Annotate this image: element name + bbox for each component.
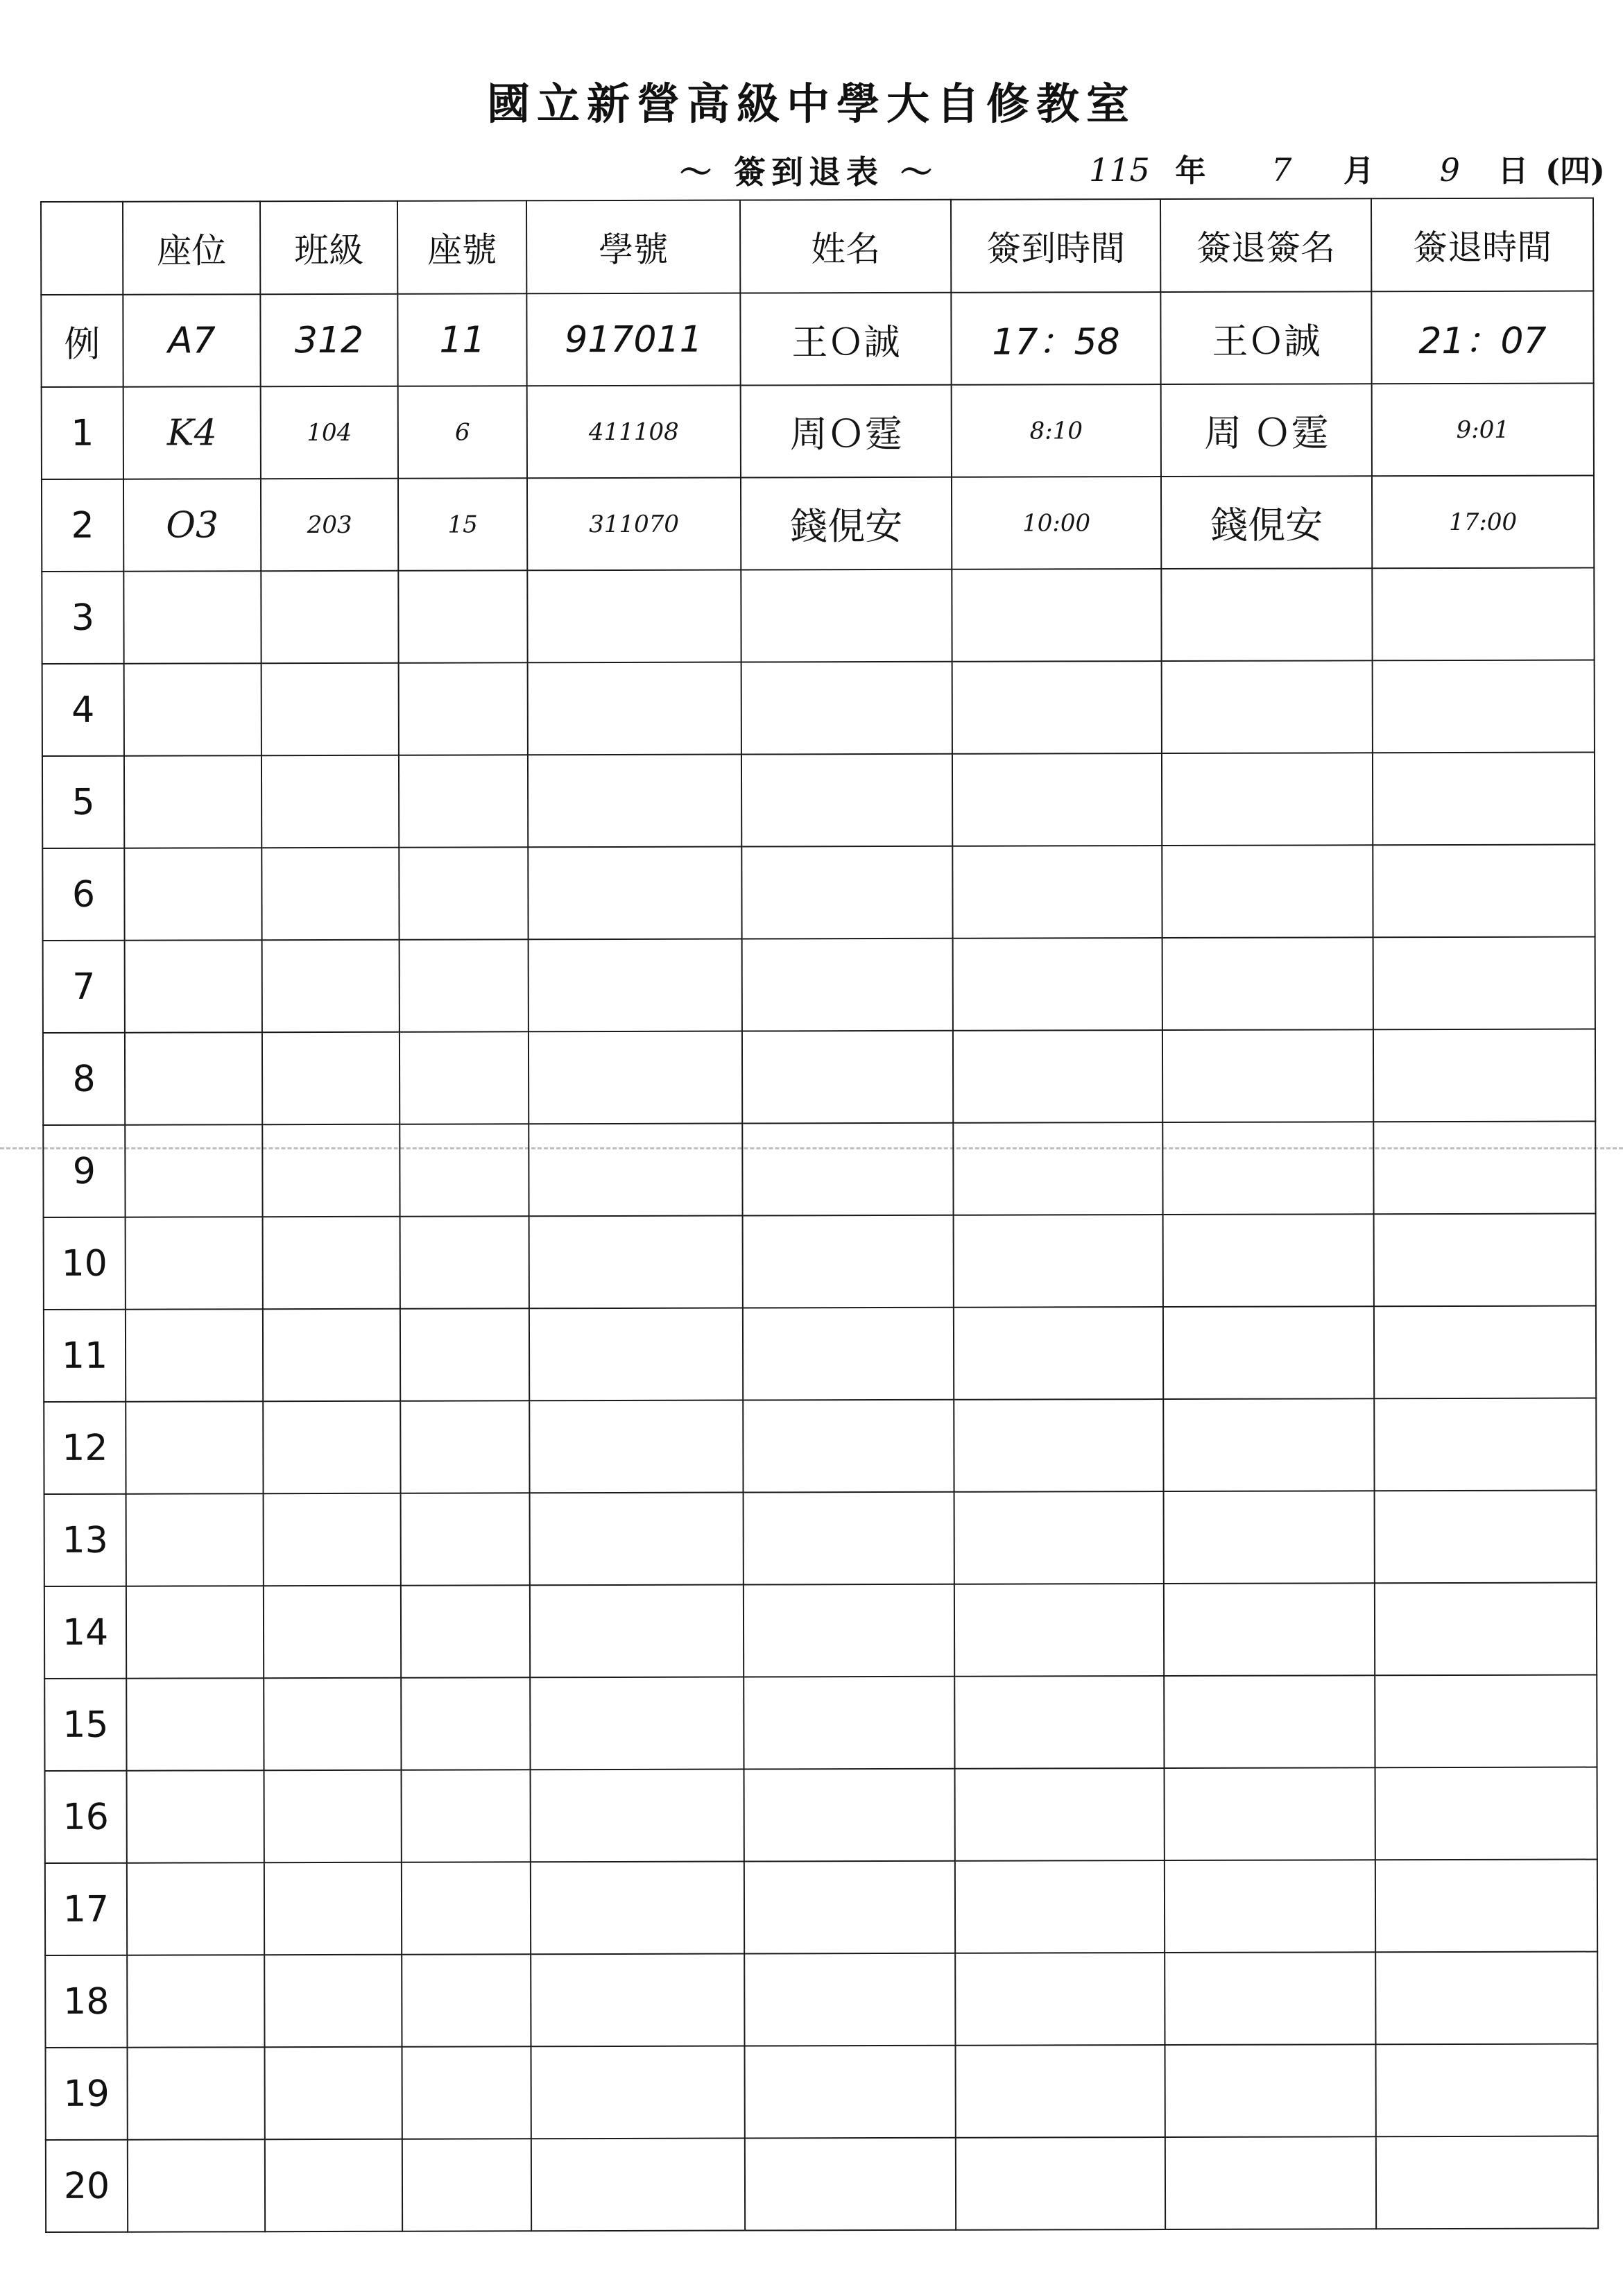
- seat-cell[interactable]: [126, 1586, 264, 1678]
- date-day-label: 日: [1497, 153, 1529, 189]
- name-cell[interactable]: [744, 1492, 954, 1585]
- seat-cell[interactable]: [126, 1493, 264, 1586]
- example-row: [41, 291, 1593, 387]
- seat-cell[interactable]: [124, 848, 261, 940]
- seat-cell[interactable]: [128, 2047, 265, 2139]
- table-row: [46, 2044, 1598, 2140]
- sign-out-time-cell[interactable]: [1373, 660, 1595, 753]
- class-cell[interactable]: [263, 1309, 400, 1401]
- class-cell[interactable]: [265, 2139, 402, 2231]
- student-id-cell[interactable]: [529, 1400, 743, 1493]
- seat-cell[interactable]: [125, 1124, 262, 1217]
- student-id-cell[interactable]: [531, 2046, 745, 2139]
- seat-number-cell[interactable]: [401, 1677, 530, 1770]
- table-row: [43, 937, 1595, 1033]
- sign-out-signature-cell[interactable]: [1162, 937, 1373, 1030]
- sign-out-signature-cell[interactable]: [1165, 2136, 1376, 2229]
- class-cell[interactable]: [262, 1032, 400, 1124]
- date-line: [1089, 146, 1605, 190]
- sign-out-signature-cell[interactable]: [1162, 753, 1373, 846]
- sign-out-time-cell[interactable]: [1373, 1122, 1595, 1215]
- sign-out-signature-cell[interactable]: [1162, 845, 1373, 938]
- sign-out-time-cell[interactable]: [1373, 1029, 1595, 1122]
- student-id-cell[interactable]: [529, 1031, 742, 1124]
- row-number: 7: [43, 941, 125, 1033]
- seat-number-cell[interactable]: 15: [398, 478, 527, 570]
- class-cell[interactable]: [264, 1955, 402, 2047]
- sign-out-signature-cell[interactable]: [1162, 660, 1373, 753]
- student-id-cell[interactable]: [530, 1493, 744, 1586]
- row-number: 5: [42, 756, 124, 848]
- student-id-cell[interactable]: [529, 1308, 743, 1401]
- header-index: [41, 202, 123, 295]
- table-row: [42, 845, 1595, 941]
- seat-cell[interactable]: [126, 1217, 263, 1309]
- name-cell[interactable]: [744, 1769, 955, 1862]
- seat-number-cell[interactable]: [400, 1400, 529, 1493]
- seat-number-cell[interactable]: [401, 1493, 530, 1585]
- row-number: 14: [44, 1586, 126, 1679]
- row-number: 6: [42, 848, 124, 941]
- page-title: 國立新營高級中學大自修教室: [486, 78, 1136, 129]
- seat-cell[interactable]: [127, 1955, 264, 2047]
- seat-number-cell[interactable]: [399, 662, 528, 755]
- seat-number-cell[interactable]: [402, 2139, 531, 2231]
- seat-cell[interactable]: [125, 940, 262, 1032]
- student-id-cell[interactable]: [531, 1770, 744, 1862]
- name-cell[interactable]: 周Ｏ霆: [741, 385, 952, 478]
- name-cell[interactable]: [744, 1584, 954, 1677]
- sign-out-time-cell[interactable]: [1373, 937, 1595, 1030]
- seat-cell[interactable]: [126, 1309, 263, 1401]
- name-cell[interactable]: 錢俔安: [741, 477, 952, 570]
- student-id-cell[interactable]: [529, 1124, 742, 1217]
- header-sign-out-time: 簽退時間: [1371, 198, 1593, 292]
- row-number: 10: [44, 1217, 126, 1310]
- name-cell[interactable]: [741, 662, 952, 755]
- seat-number-cell[interactable]: [402, 2046, 531, 2139]
- row-number: 16: [45, 1771, 127, 1863]
- table-row: [42, 476, 1594, 572]
- form-subtitle: ～ 簽到退表 ～: [680, 153, 938, 191]
- student-id-cell[interactable]: [528, 662, 741, 755]
- sign-out-time-cell[interactable]: [1375, 1583, 1597, 1676]
- row-number: 1: [42, 387, 123, 479]
- student-id-cell[interactable]: [530, 1677, 744, 1770]
- date-day[interactable]: 9: [1439, 151, 1460, 189]
- name-cell[interactable]: [743, 1400, 954, 1493]
- sign-out-time-cell[interactable]: [1375, 1491, 1597, 1584]
- example-sign-out-signature: 王Ｏ誠: [1160, 291, 1371, 384]
- seat-cell[interactable]: [124, 663, 261, 755]
- row-number: 18: [45, 1955, 127, 2048]
- sign-in-time-cell[interactable]: [954, 1584, 1164, 1677]
- class-cell[interactable]: [264, 1770, 402, 1862]
- example-label: 例: [41, 295, 123, 387]
- header-row: [41, 198, 1593, 295]
- sign-in-time-cell[interactable]: [956, 2137, 1165, 2230]
- seat-number-cell[interactable]: [402, 1770, 531, 1862]
- header-name: 姓名: [740, 200, 951, 293]
- seat-number-cell[interactable]: [401, 1585, 530, 1677]
- header-class: 班級: [260, 201, 397, 294]
- table-row: [46, 2136, 1598, 2232]
- example-seat-number: 11: [397, 293, 526, 386]
- student-id-cell[interactable]: 311070: [527, 478, 741, 571]
- student-id-cell[interactable]: 411108: [527, 386, 741, 479]
- class-cell[interactable]: [264, 1586, 401, 1678]
- sign-in-time-cell[interactable]: [953, 938, 1162, 1031]
- date-weekday[interactable]: (四): [1545, 153, 1605, 189]
- student-id-cell[interactable]: [527, 570, 741, 663]
- sign-out-time-cell[interactable]: [1372, 568, 1594, 661]
- sign-out-signature-cell[interactable]: [1163, 1214, 1374, 1307]
- seat-number-cell[interactable]: [398, 570, 527, 662]
- sign-out-time-cell[interactable]: 9:01: [1372, 384, 1594, 477]
- name-cell[interactable]: [744, 1953, 955, 2046]
- sign-out-time-cell[interactable]: [1375, 1860, 1597, 1953]
- class-cell[interactable]: [261, 663, 399, 755]
- seat-cell[interactable]: [123, 571, 261, 663]
- table-row: [44, 1306, 1596, 1402]
- name-cell[interactable]: [742, 1031, 953, 1124]
- name-cell[interactable]: [741, 846, 952, 939]
- sign-out-time-cell[interactable]: [1375, 2044, 1597, 2137]
- seat-cell[interactable]: O3: [123, 479, 261, 571]
- name-cell[interactable]: [742, 1123, 953, 1216]
- sign-in-time-cell[interactable]: [954, 1215, 1163, 1308]
- row-number: 12: [44, 1402, 126, 1494]
- sign-out-signature-cell[interactable]: [1163, 1306, 1374, 1399]
- row-number: 8: [43, 1033, 125, 1125]
- row-number: 11: [44, 1310, 126, 1402]
- sign-out-time-cell[interactable]: 17:00: [1372, 476, 1594, 569]
- name-cell[interactable]: [743, 1308, 954, 1400]
- table-row: [44, 1491, 1597, 1586]
- table-row: [42, 384, 1594, 479]
- sign-out-signature-cell[interactable]: [1161, 568, 1372, 661]
- date-month-label: 月: [1343, 153, 1374, 189]
- date-year[interactable]: 115: [1089, 151, 1150, 189]
- class-cell[interactable]: [264, 1678, 401, 1770]
- sign-in-time-cell[interactable]: [955, 1860, 1165, 1953]
- seat-number-cell[interactable]: [400, 1031, 529, 1124]
- name-cell[interactable]: [741, 569, 952, 662]
- sign-out-signature-cell[interactable]: [1164, 1491, 1375, 1584]
- sign-out-signature-cell[interactable]: 周 Ｏ霆: [1161, 384, 1372, 477]
- sign-out-time-cell[interactable]: [1376, 2136, 1598, 2229]
- header-sign-in-time: 簽到時間: [951, 199, 1160, 293]
- sign-in-time-cell[interactable]: [954, 1307, 1163, 1400]
- name-cell[interactable]: [745, 2138, 956, 2231]
- sign-out-signature-cell[interactable]: 錢俔安: [1161, 476, 1372, 569]
- sign-in-time-cell[interactable]: [952, 846, 1162, 939]
- sign-out-signature-cell[interactable]: [1162, 1122, 1373, 1215]
- table-row: [44, 1398, 1596, 1494]
- sign-out-time-cell[interactable]: [1374, 1398, 1596, 1491]
- sign-out-signature-cell[interactable]: [1162, 1029, 1373, 1122]
- row-number: 19: [46, 2048, 128, 2140]
- table-row: [42, 753, 1595, 848]
- seat-number-cell[interactable]: [399, 847, 528, 939]
- table-row: [44, 1214, 1596, 1310]
- seat-cell[interactable]: K4: [123, 386, 261, 479]
- name-cell[interactable]: [743, 1215, 954, 1308]
- sign-in-time-cell[interactable]: [953, 1122, 1162, 1215]
- seat-cell[interactable]: [126, 1678, 264, 1770]
- sign-out-signature-cell[interactable]: [1163, 1398, 1374, 1491]
- seat-number-cell[interactable]: [400, 1124, 529, 1216]
- seat-number-cell[interactable]: [402, 1954, 531, 2046]
- sign-out-signature-cell[interactable]: [1164, 1583, 1375, 1676]
- table-row: [45, 1952, 1597, 2048]
- class-cell[interactable]: [261, 755, 399, 848]
- table-row: [42, 660, 1595, 756]
- sign-out-signature-cell[interactable]: [1165, 1952, 1375, 2045]
- table-row: [43, 1029, 1595, 1125]
- class-cell[interactable]: [264, 1862, 402, 1955]
- class-cell[interactable]: 203: [261, 479, 398, 571]
- student-id-cell[interactable]: [531, 1954, 744, 2047]
- row-number: 20: [46, 2140, 128, 2232]
- name-cell[interactable]: [745, 2046, 956, 2139]
- seat-cell[interactable]: [127, 1862, 264, 1955]
- table-row: [44, 1583, 1597, 1679]
- sign-out-time-cell[interactable]: [1373, 845, 1595, 938]
- student-id-cell[interactable]: [529, 939, 742, 1032]
- seat-cell[interactable]: [126, 1401, 263, 1493]
- row-number: 17: [45, 1863, 127, 1955]
- header-seat: 座位: [123, 201, 260, 294]
- date-month[interactable]: 7: [1271, 151, 1292, 189]
- sign-out-signature-cell[interactable]: [1165, 1860, 1375, 1953]
- table-row: [42, 568, 1594, 664]
- sign-out-time-cell[interactable]: [1375, 1952, 1597, 2045]
- header-sign-out-signature: 簽退簽名: [1160, 198, 1371, 292]
- student-id-cell[interactable]: [530, 1585, 744, 1678]
- name-cell[interactable]: [742, 939, 953, 1031]
- seat-cell[interactable]: [128, 2139, 265, 2231]
- seat-cell[interactable]: [125, 1032, 262, 1124]
- header-seat-number: 座號: [397, 200, 526, 293]
- student-id-cell[interactable]: [528, 847, 741, 940]
- seat-cell[interactable]: [124, 755, 261, 848]
- row-number: 4: [42, 664, 124, 756]
- sign-in-time-cell[interactable]: [955, 1768, 1165, 1861]
- example-name: 王Ｏ誠: [740, 293, 951, 386]
- sign-out-signature-cell[interactable]: [1164, 1675, 1375, 1768]
- class-cell[interactable]: [265, 2047, 402, 2139]
- sign-in-time-cell[interactable]: [954, 1491, 1164, 1584]
- seat-number-cell[interactable]: [402, 1862, 531, 1954]
- seat-number-cell[interactable]: [400, 939, 529, 1031]
- sign-in-time-cell[interactable]: [955, 1953, 1165, 2046]
- sign-in-time-cell[interactable]: [952, 569, 1161, 662]
- seat-number-cell[interactable]: [399, 755, 528, 847]
- name-cell[interactable]: [744, 1861, 955, 1954]
- row-number: 15: [44, 1679, 126, 1771]
- example-seat: A7: [123, 294, 260, 386]
- sign-out-time-cell[interactable]: [1374, 1214, 1596, 1307]
- sign-in-time-cell[interactable]: [953, 1030, 1162, 1123]
- seat-number-cell[interactable]: 6: [398, 386, 527, 478]
- seat-number-cell[interactable]: [400, 1216, 529, 1308]
- sign-in-time-cell[interactable]: [952, 661, 1162, 754]
- class-cell[interactable]: [261, 571, 398, 663]
- sign-in-time-cell[interactable]: [954, 1676, 1164, 1769]
- example-sign-out-time: 21：07: [1371, 291, 1593, 384]
- class-cell[interactable]: 104: [261, 386, 398, 479]
- class-cell[interactable]: [263, 1401, 400, 1493]
- sign-in-time-cell[interactable]: [954, 1399, 1163, 1492]
- class-cell[interactable]: [261, 848, 399, 940]
- table-row: [43, 1122, 1595, 1217]
- row-number: 13: [44, 1494, 126, 1586]
- row-number: 3: [42, 572, 123, 664]
- class-cell[interactable]: [264, 1493, 401, 1586]
- student-id-cell[interactable]: [531, 2139, 745, 2231]
- class-cell[interactable]: [263, 1217, 400, 1309]
- class-cell[interactable]: [262, 940, 400, 1032]
- sign-in-time-cell[interactable]: 10:00: [952, 477, 1161, 569]
- table-row: [45, 1860, 1597, 1955]
- name-cell[interactable]: [744, 1677, 954, 1770]
- example-student-id: 917011: [526, 293, 740, 386]
- row-number: 9: [43, 1125, 125, 1217]
- table-row: [45, 1767, 1597, 1863]
- header-student-id: 學號: [526, 200, 740, 294]
- sign-in-out-table: [40, 198, 1599, 2233]
- date-year-label: 年: [1175, 153, 1206, 189]
- example-class: 312: [260, 294, 397, 386]
- sign-out-time-cell[interactable]: [1375, 1675, 1597, 1768]
- class-cell[interactable]: [262, 1124, 400, 1217]
- seat-number-cell[interactable]: [400, 1308, 529, 1400]
- seat-cell[interactable]: [127, 1770, 264, 1862]
- sign-in-time-cell[interactable]: [956, 2045, 1165, 2138]
- student-id-cell[interactable]: [529, 1216, 743, 1309]
- example-sign-in-time: 17：58: [951, 292, 1160, 385]
- sign-in-time-cell[interactable]: 8:10: [952, 384, 1161, 477]
- table-row: [44, 1675, 1597, 1771]
- student-id-cell[interactable]: [531, 1862, 744, 1955]
- sign-out-time-cell[interactable]: [1374, 1306, 1596, 1399]
- name-cell[interactable]: [741, 754, 952, 847]
- student-id-cell[interactable]: [528, 755, 741, 848]
- sign-out-signature-cell[interactable]: [1165, 1767, 1375, 1860]
- sign-out-time-cell[interactable]: [1373, 753, 1595, 846]
- sign-out-time-cell[interactable]: [1375, 1767, 1597, 1860]
- row-number: 2: [42, 479, 123, 572]
- sign-in-time-cell[interactable]: [952, 753, 1162, 846]
- sign-out-signature-cell[interactable]: [1165, 2044, 1375, 2137]
